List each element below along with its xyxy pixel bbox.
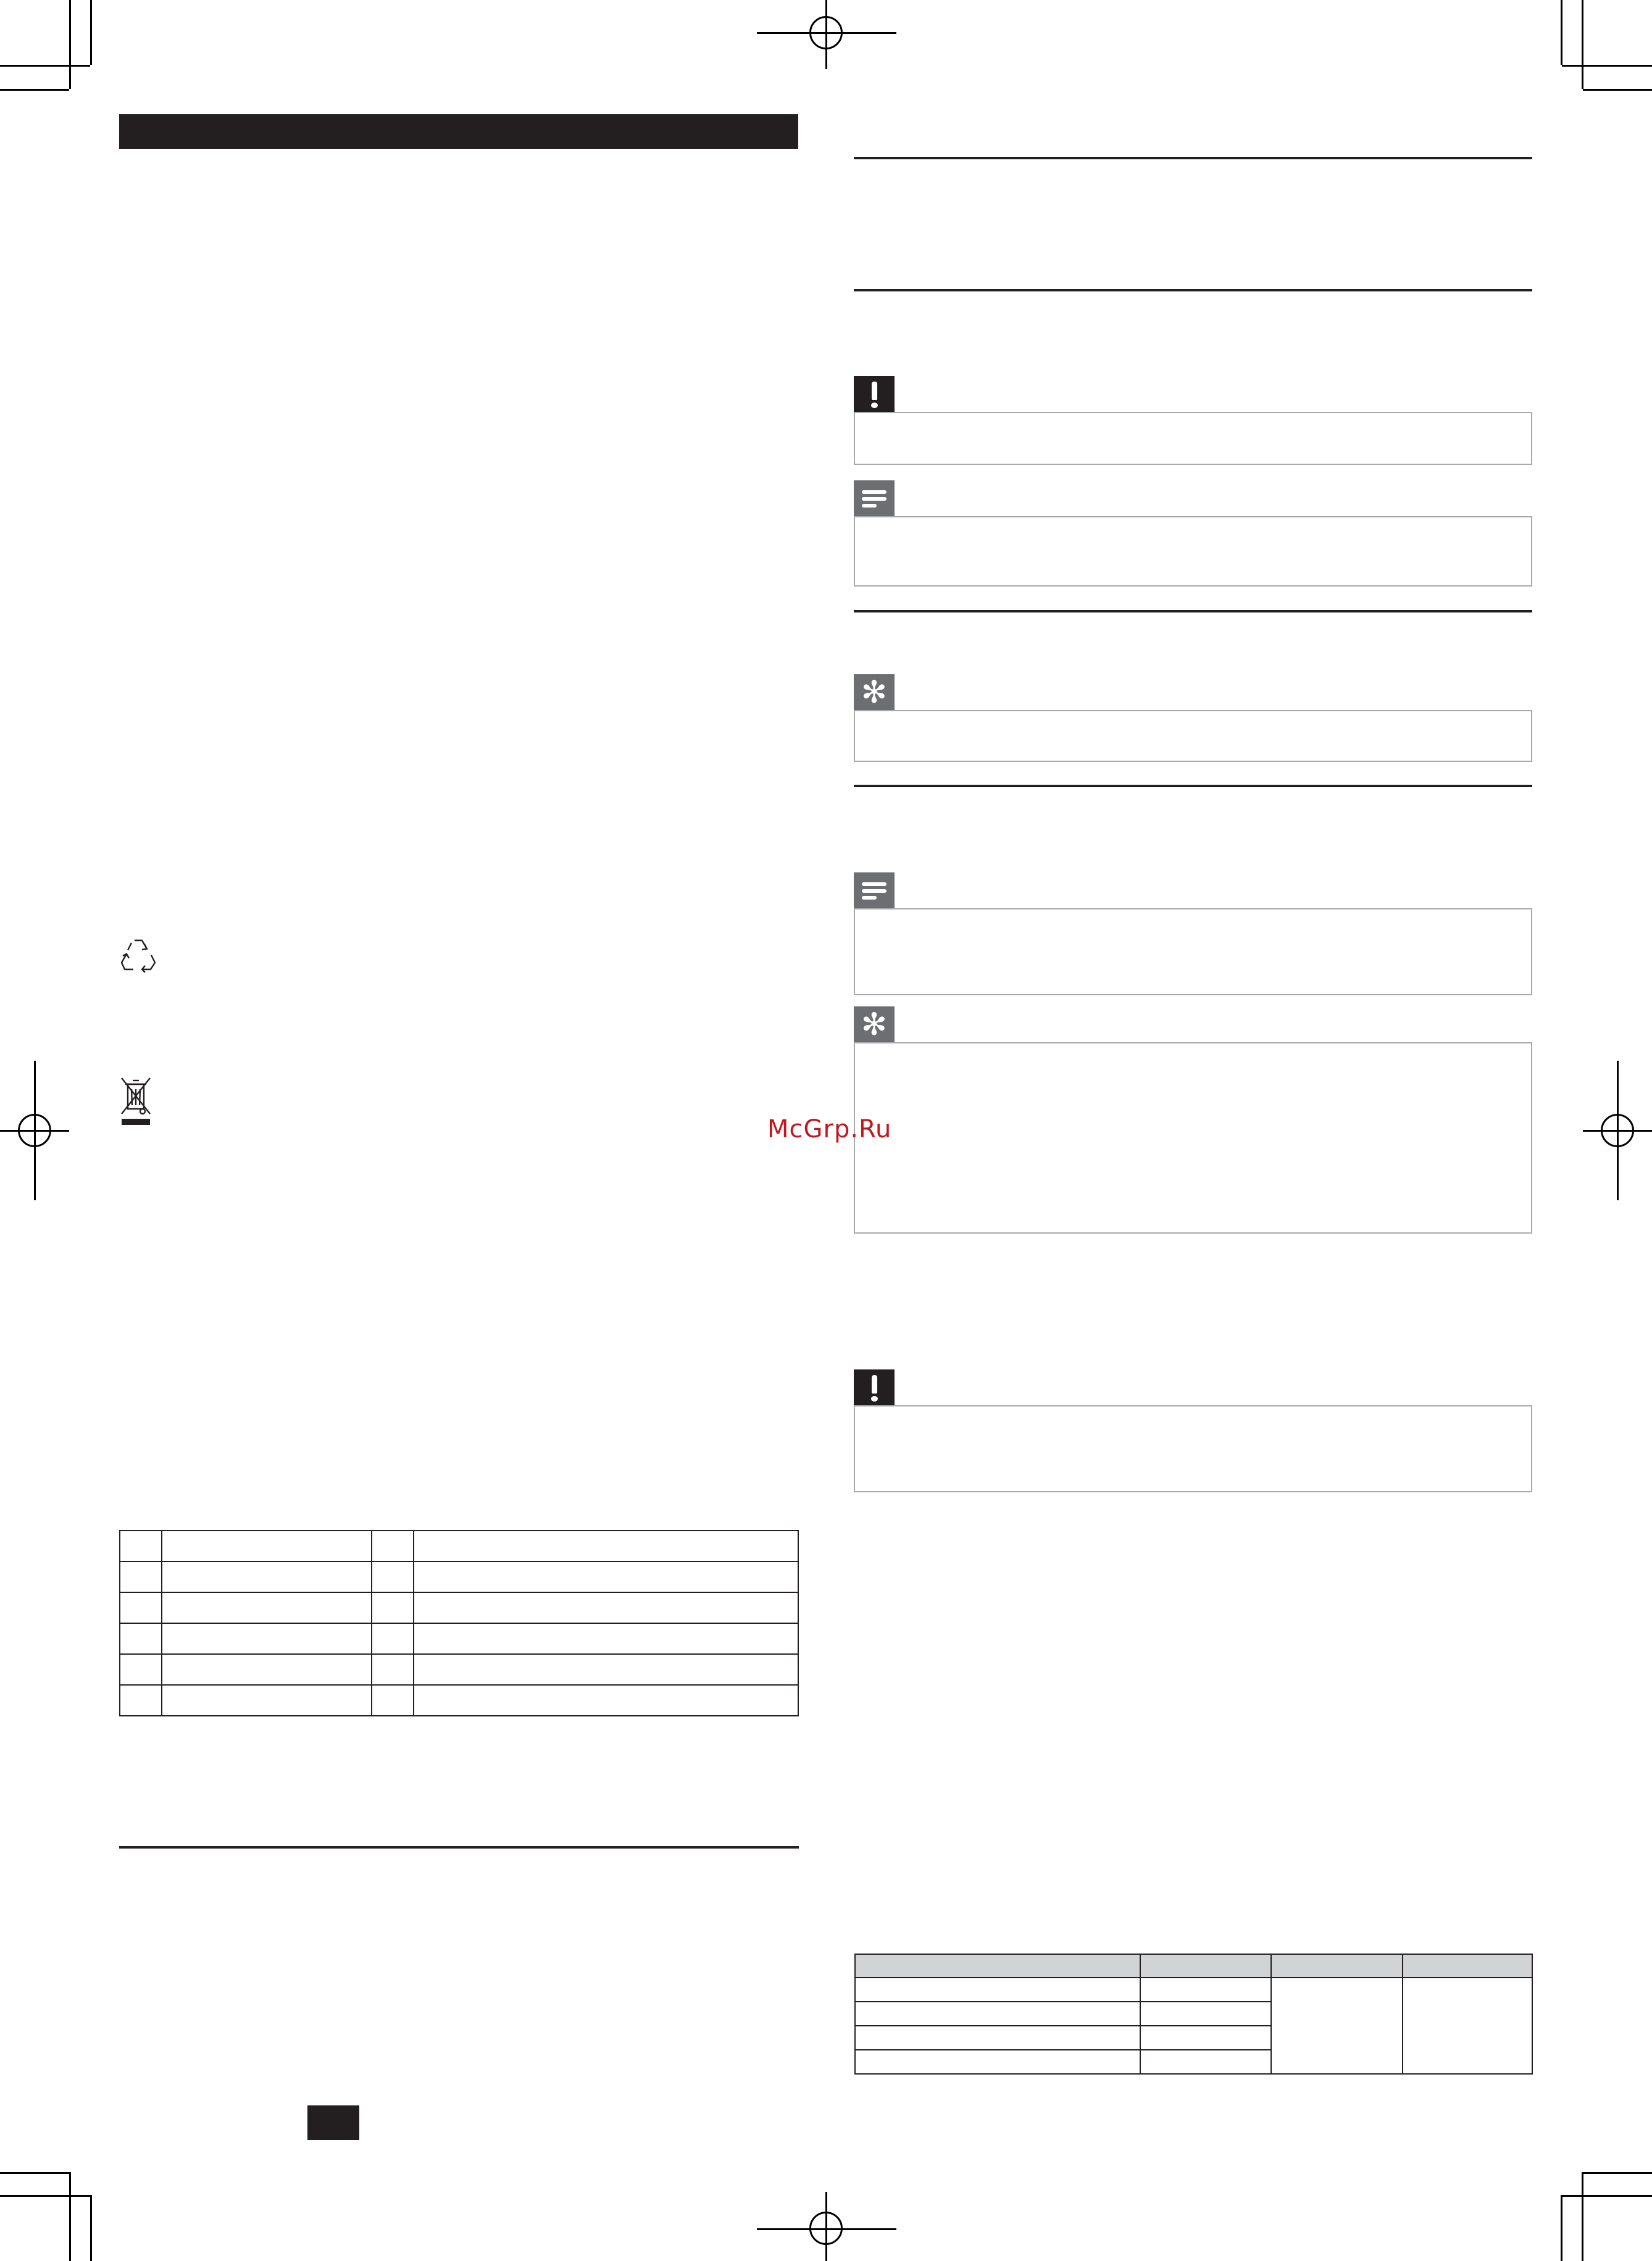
exclamation-icon	[854, 1369, 895, 1405]
section-divider	[854, 289, 1532, 291]
section-divider	[854, 785, 1532, 787]
note-lines-icon	[854, 872, 895, 908]
tip-box	[854, 1042, 1532, 1234]
caution-box	[854, 1405, 1532, 1492]
table-row	[120, 1531, 798, 1561]
table-row	[120, 1592, 798, 1623]
section-title-bar	[119, 114, 798, 149]
note-lines-icon	[854, 480, 895, 516]
table-header-row	[855, 1954, 1532, 1978]
page-number-tab	[307, 2105, 359, 2140]
section-divider	[119, 1846, 799, 1849]
note-box	[854, 908, 1532, 995]
recycle-icon	[119, 935, 157, 974]
table-row	[120, 1685, 798, 1716]
specifications-table	[854, 1954, 1533, 2075]
asterisk-tip-icon: ✻	[854, 1006, 895, 1042]
table-row	[120, 1654, 798, 1685]
section-divider	[854, 157, 1532, 159]
crossed-out-bin-icon	[119, 1076, 154, 1129]
watermark: McGrp.Ru	[767, 1115, 892, 1143]
section-divider	[854, 610, 1532, 612]
table-row	[855, 1978, 1532, 2002]
table-row	[120, 1561, 798, 1592]
table-row	[120, 1623, 798, 1654]
caution-box	[854, 412, 1532, 465]
tip-box	[854, 710, 1532, 762]
parts-table	[119, 1530, 799, 1716]
asterisk-tip-icon: ✻	[854, 674, 895, 710]
exclamation-icon	[854, 376, 895, 412]
note-box	[854, 516, 1532, 587]
